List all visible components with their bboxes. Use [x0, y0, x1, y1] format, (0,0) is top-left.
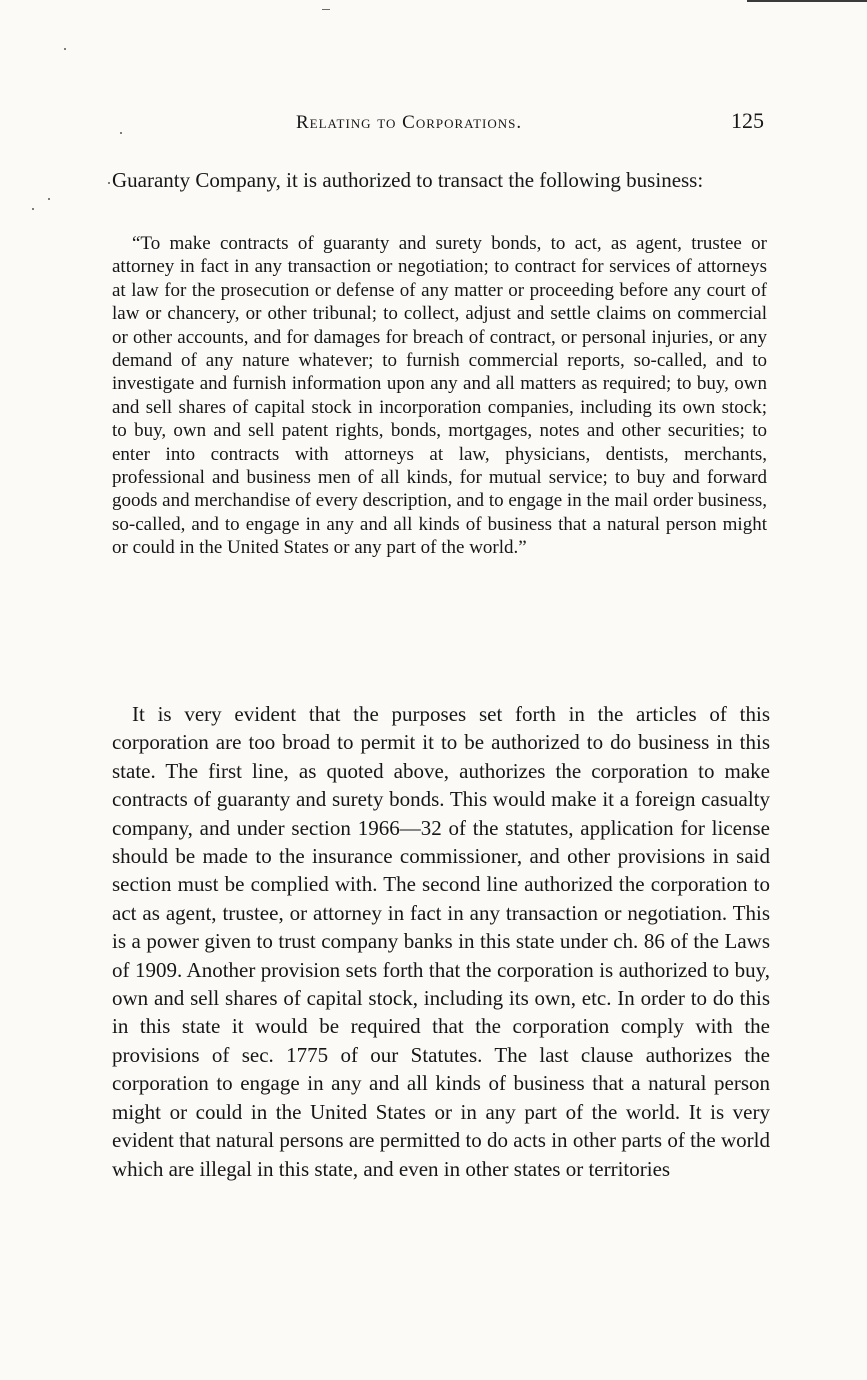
page-header: [112, 108, 764, 142]
quoted-articles-block: “To make contracts of guaranty and surety bonds, to act, as agent, trustee or attorney in fact in any transaction or negotiation; to contract for services of attorneys at law for the prosecution or defense of any matter or proceeding before any court of law or chancery, or other tribunal; to collect, adjust and settle claims on commercial or other accounts, and for damages for breach of contract, or personal injuries, or any demand of any nature whatever; to furnish commercial reports, so-called, and to investigate and furnish information upon any and all matters as required; to buy, own and sell shares of capital stock in incorporation companies, including its own stock; to buy, own and sell patent rights, bonds, mortgages, notes and other securities; to enter into contracts with attorneys at law, physicians, dentists, merchants, professional and business men of all kinds, for mutual service; to buy and forward goods and merchandise of every description, and to engage in the mail order business, so-called, and to engage in any and all kinds of business that a natural person might or could in the United States or any part of the world.”: [112, 233, 767, 559]
running-head: Relating to Corporations.: [296, 112, 523, 133]
intro-paragraph: Guaranty Company, it is authorized to transact the following business:: [112, 168, 704, 192]
opinion-paragraph: It is very evident that the purposes set forth in the articles of this corporation are too broad to permit it to be authorized to do business in this state. The first line, as quoted above, authorizes the corporation to make contracts of guaranty and surety bonds. This would make it a foreign casualty company, and under section 1966—32 of the statutes, application for license should be made to the insurance commissioner, and other provisions in said section must be complied with. The second line authorized the corporation to act as agent, trustee, or attorney in fact in any transaction or negotiation. This is a power given to trust company banks in this state under ch. 86 of the Laws of 1909. Another provision sets forth that the corporation is authorized to buy, own and sell shares of capital stock, including its own, etc. In order to do this in this state it would be required that the corporation comply with the provisions of sec. 1775 of our Statutes. The last clause authorizes the corporation to engage in any and all kinds of business that a natural person might or could in the United States or in any part of the world. It is very evident that natural persons are permitted to do acts in other parts of the world which are illegal in this state, and even in other states or territories: [112, 702, 770, 1181]
page-edge-line: [747, 0, 867, 2]
page-number: 125: [731, 108, 764, 133]
print-mark: [322, 9, 330, 10]
